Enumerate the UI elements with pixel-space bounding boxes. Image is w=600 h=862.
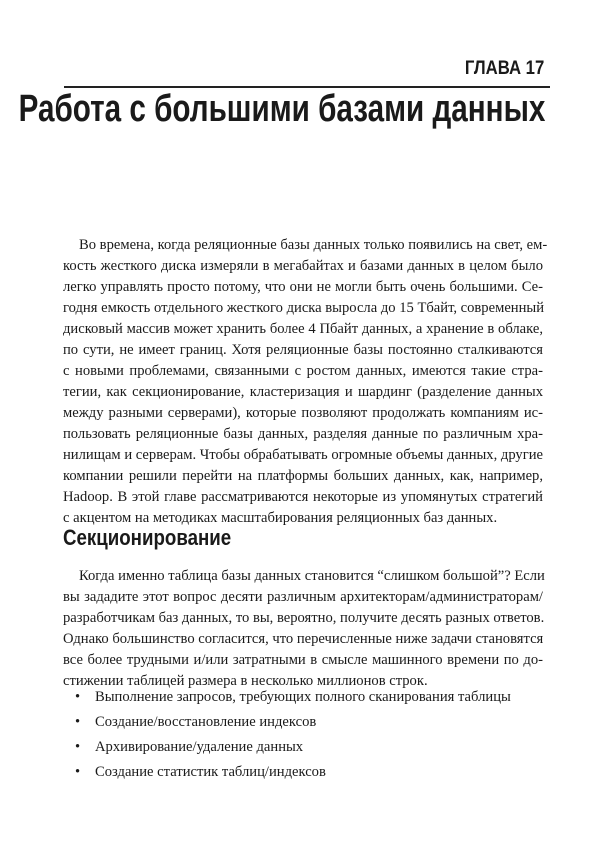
section-heading: Секционирование: [63, 525, 232, 550]
list-item-text: Создание/восстановление индексов: [95, 714, 317, 730]
text-line: годня емкость отдельного жесткого диска выросла до 15 Тбайт, современный: [63, 300, 545, 316]
text-line: стижении таблицей размера в несколько миллионов строк.: [63, 673, 428, 689]
list-item-text: Выполнение запросов, требующих полного сканирования таблицы: [95, 689, 511, 705]
list-item-text: Создание статистик таблиц/индексов: [95, 764, 326, 780]
text-line: с акцентом на методиках масштабирования реляционных баз данных.: [63, 510, 498, 526]
chapter-label: ГЛАВА 17: [464, 58, 544, 79]
text-line: легко управлять просто потому, что они не могли быть очень большими. Се-: [63, 279, 543, 295]
text-line: Во времена, когда реляционные базы данных только появились на свет, ем-: [79, 237, 548, 253]
section-paragraph: [63, 566, 543, 692]
intro-paragraph: [63, 235, 548, 529]
text-line: Когда именно таблица базы данных становится “слишком большой”? Если: [79, 568, 545, 584]
text-line: по сути, не имеет границ. Хотя реляционные базы постоянно сталкиваются: [63, 342, 543, 358]
text-line: разработчикам баз данных, то вы, вероятно, получите десять разных ответов.: [63, 610, 545, 626]
bullet-icon: •: [75, 764, 81, 780]
bullet-icon: •: [75, 739, 81, 755]
text-line: с новыми проблемами, связанными с ростом данных, имеются такие стра-: [63, 363, 543, 379]
text-line: между разными серверами), которые позволяют продолжать компаниям ис-: [63, 405, 543, 421]
text-line: Однако большинство согласится, что перечисленные ниже задачи становятся: [63, 631, 544, 647]
text-line: дисковый массив может хранить более 4 Пбайт данных, а хранение в облаке,: [63, 321, 543, 337]
list-item: [75, 760, 511, 785]
bullet-icon: •: [75, 714, 81, 730]
list-item: [75, 710, 511, 735]
chapter-title: Работа с большими базами данных: [18, 88, 545, 130]
list-item-text: Архивирование/удаление данных: [95, 739, 304, 755]
text-line: компании решили перейти на платформы больших данных, как, например,: [63, 468, 543, 484]
text-line: кость жесткого диска измеряли в мегабайтах и базами данных в целом было: [63, 258, 543, 274]
text-line: вы зададите этот вопрос десяти различным архитекторам/администраторам/: [63, 589, 543, 605]
text-line: все более трудными и/или затратными в смысле машинного времени по до-: [63, 652, 543, 668]
text-line: тегии, как секционирование, кластеризация и шардинг (разделение данных: [63, 384, 543, 400]
bullet-icon: •: [75, 689, 81, 705]
text-line: пользовать реляционные базы данных, разделяя данные по различным хра-: [63, 426, 543, 442]
bullet-list: [75, 685, 511, 785]
list-item: [75, 685, 511, 710]
text-line: Hadoop. В этой главе рассматриваются некоторые из упомянутых стратегий: [63, 489, 543, 505]
text-line: нилищам и серверам. Чтобы обрабатывать огромные объемы данных, другие: [63, 447, 543, 463]
list-item: [75, 735, 511, 760]
